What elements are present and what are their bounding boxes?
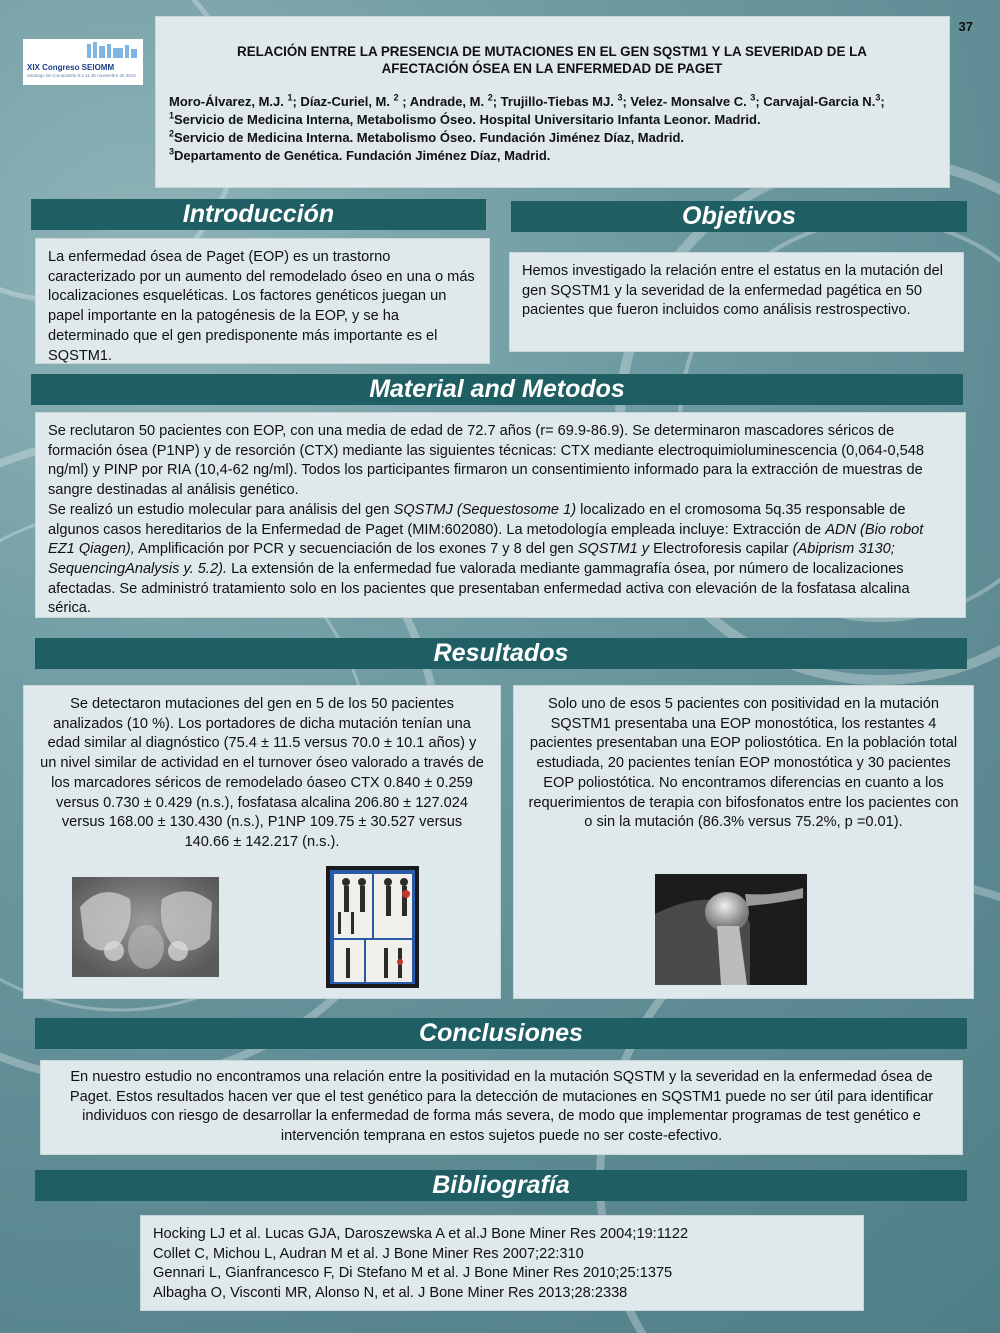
affiliation-sup: 2	[169, 128, 175, 139]
reference-item: Albagha O, Visconti MR, Alonso N, et al. J Bone Miner Res 2013;28:2338	[153, 1285, 628, 1302]
author-sup: 2	[393, 92, 399, 103]
metodos-text: Se realizó un estudio molecular para análisis del gen	[48, 501, 394, 518]
objetivos-box	[509, 252, 964, 352]
bone-scan-image	[326, 866, 419, 988]
affiliation	[169, 111, 909, 129]
resultados-right-text: Solo uno de esos 5 pacientes con positividad en la mutación SQSTM1 presentaba una EOP monostótica, los restantes 4 pacientes presentaban una EOP poliostótica. En la población total estudiada, 20 pacientes tenían EOP monostótica y 30 pacientes EOP poliostótica. No encontramos diferencias en cuanto a los requerimientos de terapia con bifosfonatos entre los pacientes con o sin la mutación (86.3% versus 75.2%, p =0.01).	[528, 696, 959, 831]
metodos-italic: SQSTMJ (Sequestosome 1)	[393, 501, 577, 518]
bibliografia-box	[140, 1215, 864, 1311]
affiliation-text: Departamento de Genética. Fundación Jiménez Díaz, Madrid.	[174, 147, 551, 163]
metodos-text: Electroforesis capilar	[649, 541, 793, 558]
objetivos-text: Hemos investigado la relación entre el estatus en la mutación del gen SQSTM1 y la severidad de la enfermedad pagética en 50 pacientes que fueron incluidos como análisis restrospectivo.	[522, 263, 944, 319]
introduccion-box	[35, 238, 490, 364]
author-sup: 1	[287, 92, 293, 103]
metodos-paragraph-1: Se reclutaron 50 pacientes con EOP, con una media de edad de 72.7 años (r= 69.9-86.9). Se determinaron mascadores séricos de formación ósea (P1NP) y de resorción (CTX) mediante las siguientes técnicas: CTX mediante electroquimioluminescencia (0,064-0,548 ng/ml) y PINP por RIA (10,4-62 ng/ml). Todos los participantes firmaron un consentimiento informado para la extracción de muestras de sangre destinadas al análisis genético.	[48, 423, 925, 499]
metodos-italic: ADN (Bio robot EZ1 Qiagen),	[48, 521, 924, 558]
author-text: ; Trujillo-Tiebas MJ.	[492, 94, 618, 109]
author-text: ; Velez- Monsalve C.	[622, 94, 751, 109]
affiliation-text: Servicio de Medicina Interna. Metabolismo Óseo. Fundación Jiménez Díaz, Madrid.	[174, 129, 685, 145]
metodos-text: La extensión de la enfermedad fue valorada mediante gammagrafía ósea, por número de localizaciones afectadas. Se administró tratamiento solo en los pacientes que presentaban enfermedad activa con elevación de la fosfatasa alcalina sérica.	[48, 560, 910, 617]
metodos-text: Amplificación por PCR y secuenciación de los exones 7 y 8 del gen	[134, 541, 578, 558]
logo-subtext: Santiago de Compostela 9 a 11 de noviembre de 2014	[27, 73, 136, 78]
pelvis-xray-image	[72, 877, 219, 977]
affiliation-sup: 1	[169, 110, 175, 121]
objetivos-heading: Objetivos	[511, 201, 967, 232]
metodos-italic: (Abiprism 3130; SequencingAnalysis y. 5.2).	[48, 541, 895, 577]
resultados-heading: Resultados	[35, 638, 967, 669]
conclusiones-heading: Conclusiones	[35, 1018, 967, 1049]
affiliation-text: Servicio de Medicina Interna, Metabolismo Óseo. Hospital Universitario Infanta Leonor. Madrid.	[174, 111, 761, 127]
affiliation	[169, 147, 909, 165]
author-text: ; Díaz-Curiel, M.	[292, 94, 394, 109]
metodos-paragraph-2	[48, 501, 953, 619]
conclusiones-box	[40, 1060, 963, 1155]
affiliation-sup: 3	[169, 146, 175, 157]
metodos-italic: SQSTM1 y	[577, 541, 650, 558]
header-box	[155, 16, 950, 188]
metodos-text: localizado en el cromosoma 5q.35 responsable de algunos casos hereditarios de la Enfermedad de Paget (MIM:602080). La metodología empleada incluye: Extracción de	[48, 501, 906, 538]
introduccion-text: La enfermedad ósea de Paget (EOP) es un trastorno caracterizado por un aumento del remodelado óseo en una o más localizaciones esqueléticas. Los factores genéticos juegan un papel importante en la patogénesis de la EOP, y se ha determinado que el gen predisponente más importante es el SQSTM1.	[48, 249, 475, 364]
introduccion-heading: Introducción	[31, 199, 486, 230]
conclusiones-text: En nuestro estudio no encontramos una relación entre la positividad en la mutación SQSTM y la severidad en la enfermedad ósea de Paget. Estos resultados hacen ver que el test genético para la detección de mutaciones en SQSTM1 puede no ser útil para identificar individuos con riesgo de desarrollar la enfermedad de forma más severa, de modo que implementar programas de test genético e intervención temprana en estos sujetos puede no ser coste-efectivo.	[69, 1069, 934, 1145]
affiliation	[169, 129, 909, 147]
authors	[169, 93, 909, 111]
shoulder-xray-image	[655, 874, 807, 985]
bibliografia-heading: Bibliografía	[35, 1170, 967, 1201]
author-text: ;	[880, 94, 885, 109]
author-text: ; Carvajal-Garcia N.	[755, 94, 876, 109]
reference-item: Gennari L, Gianfrancesco F, Di Stefano M et al. J Bone Miner Res 2010;25:1375	[153, 1265, 673, 1282]
author-text: Moro-Álvarez, M.J.	[169, 94, 288, 109]
reference-item: Collet C, Michou L, Audran M et al. J Bone Miner Res 2007;22:310	[153, 1245, 584, 1262]
author-sup: 3	[750, 92, 756, 103]
metodos-heading: Material and Metodos	[31, 374, 963, 405]
author-sup: 2	[487, 92, 493, 103]
author-sup: 3	[875, 92, 881, 103]
author-sup: 3	[617, 92, 623, 103]
logo-text: XIX Congreso SEIOMM	[27, 63, 115, 72]
reference-item: Hocking LJ et al. Lucas GJA, Daroszewska A et al.J Bone Miner Res 2004;19:1122	[153, 1226, 689, 1242]
cathedral-icon	[27, 42, 139, 58]
poster-title: RELACIÓN ENTRE LA PRESENCIA DE MUTACIONES EN EL GEN SQSTM1 Y LA SEVERIDAD DE LA AFECTACIÓN ÓSEA EN LA ENFERMEDAD DE PAGET	[237, 44, 867, 76]
author-text: ; Andrade, M.	[398, 94, 488, 109]
resultados-left-text: Se detectaron mutaciones del gen en 5 de los 50 pacientes analizados (10 %). Los portadores de dicha mutación tenían una edad similar al diagnóstico (75.4 ± 11.5 versus 70.0 ± 10.1 años) y un nivel similar de actividad en el turnover óseo valorado a través de los marcadores séricos de remodelado óaseo CTX 0.840 ± 0.259 versus 0.730 ± 0.429 (n.s.), fosfatasa alcalina 206.80 ± 127.024 versus 168.00 ± 130.430 (n.s.), P1NP 109.75 ± 30.527 versus 140.66 ± 142.217 (n.s.).	[40, 696, 484, 850]
congress-logo	[23, 39, 143, 85]
metodos-box	[35, 412, 966, 618]
page-number: 37	[958, 19, 973, 34]
